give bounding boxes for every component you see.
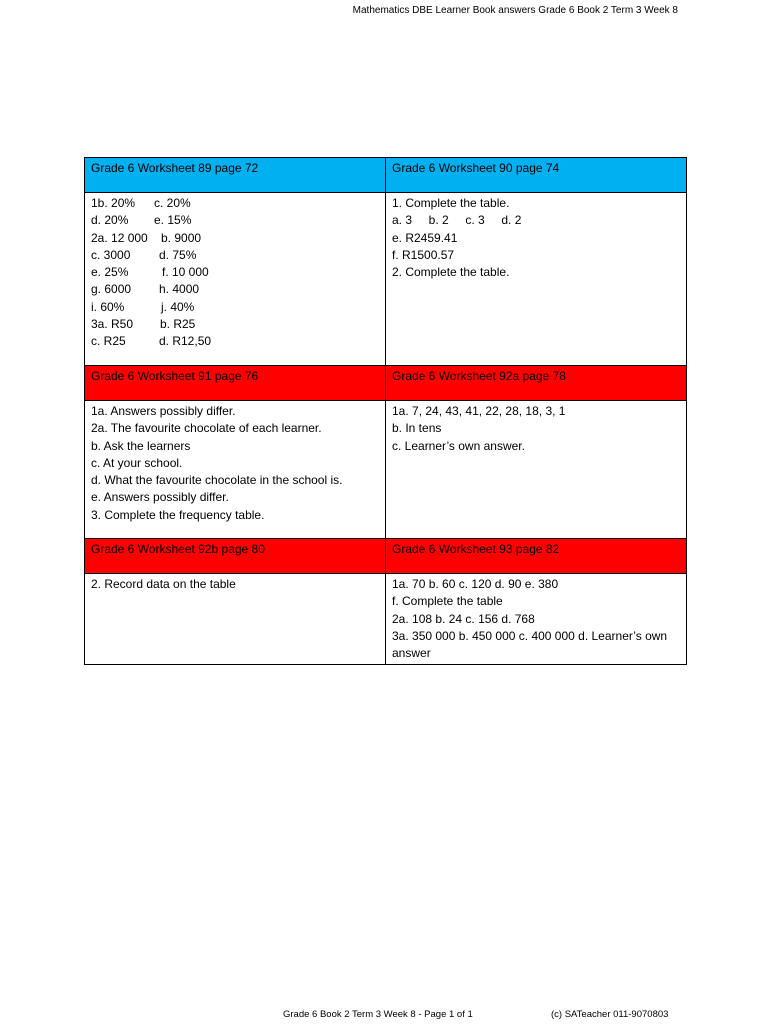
answer-item: b. 9000 bbox=[161, 230, 202, 245]
answer-item: d. 75% bbox=[159, 247, 197, 262]
answers-cell bbox=[386, 574, 687, 665]
table-header-row bbox=[85, 539, 687, 574]
answer-line: 1a. 7, 24, 43, 41, 22, 28, 18, 3, 1 bbox=[392, 404, 566, 418]
worksheet-header: Grade 6 Worksheet 91 page 76 bbox=[85, 366, 386, 401]
answer-line: 1a. 70 b. 60 c. 120 d. 90 e. 380 bbox=[392, 577, 559, 591]
worksheet-header: Grade 6 Worksheet 90 page 74 bbox=[386, 158, 687, 193]
answer-line: b. Ask the learners bbox=[91, 438, 191, 453]
answer-line: a. 3 b. 2 c. 3 d. 2 bbox=[392, 213, 522, 228]
answer-item: i. 60% bbox=[91, 299, 125, 314]
answer-line bbox=[91, 299, 379, 316]
answer-line: 2a. The favourite chocolate of each learner. bbox=[91, 421, 322, 436]
answer-line: e. Answers possibly differ. bbox=[91, 490, 229, 505]
answer-line: 2a. 108 b. 24 c. 156 d. 768 bbox=[392, 611, 535, 626]
answer-line: b. In tens bbox=[392, 421, 442, 436]
answer-line: c. At your school. bbox=[91, 455, 183, 470]
answer-line bbox=[91, 212, 379, 229]
answer-item: e. 25% bbox=[91, 265, 129, 280]
answer-line bbox=[91, 230, 379, 247]
answer-line bbox=[91, 264, 379, 281]
page-header: Mathematics DBE Learner Book answers Grade 6 Book 2 Term 3 Week 8 bbox=[352, 5, 678, 16]
answers-cell bbox=[386, 193, 687, 366]
answer-item: b. R25 bbox=[160, 317, 196, 332]
copyright-footer: (c) SATeacher 011-9070803 bbox=[551, 1009, 669, 1020]
answers-table bbox=[84, 157, 687, 665]
answer-item: h. 4000 bbox=[159, 282, 200, 297]
answers-cell bbox=[85, 574, 386, 665]
answers-cell bbox=[85, 401, 386, 539]
answer-line bbox=[91, 316, 379, 333]
table-row bbox=[85, 193, 687, 366]
answer-item: f. 10 000 bbox=[162, 265, 209, 280]
answer-line: 2. Record data on the table bbox=[91, 577, 236, 591]
answer-line: d. What the favourite chocolate in the school is. bbox=[91, 473, 343, 488]
answer-line: 3. Complete the frequency table. bbox=[91, 507, 265, 522]
table-header-row bbox=[85, 366, 687, 401]
answer-item: d. 20% bbox=[91, 213, 129, 228]
answer-line: f. R1500.57 bbox=[392, 247, 455, 262]
answer-item: d. R12,50 bbox=[159, 334, 212, 349]
answer-line bbox=[91, 281, 379, 298]
answer-item: c. 3000 bbox=[91, 247, 131, 262]
answers-cell bbox=[85, 193, 386, 366]
table-row bbox=[85, 574, 687, 665]
answer-item: c. R25 bbox=[91, 334, 126, 349]
answer-item: g. 6000 bbox=[91, 282, 132, 297]
worksheet-header: Grade 6 Worksheet 92a page 78 bbox=[386, 366, 687, 401]
page-footer: Grade 6 Book 2 Term 3 Week 8 - Page 1 of 1 bbox=[283, 1009, 473, 1020]
table-header-row bbox=[85, 158, 687, 193]
answer-line bbox=[91, 333, 379, 350]
answer-item: 1b. 20% bbox=[91, 196, 136, 210]
answer-line: 3a. 350 000 b. 450 000 c. 400 000 d. Learner’s own bbox=[392, 628, 668, 643]
answers-cell bbox=[386, 401, 687, 539]
answer-line bbox=[91, 195, 379, 212]
answer-item: 3a. R50 bbox=[91, 317, 134, 332]
table-row bbox=[85, 401, 687, 539]
worksheet-header: Grade 6 Worksheet 93 page 82 bbox=[386, 539, 687, 574]
answer-line: 1. Complete the table. bbox=[392, 196, 510, 210]
answer-item: j. 40% bbox=[161, 299, 195, 314]
answer-line: 1a. Answers possibly differ. bbox=[91, 404, 236, 418]
answer-line: answer bbox=[392, 646, 431, 661]
answer-line: e. R2459.41 bbox=[392, 230, 458, 245]
answer-line: f. Complete the table bbox=[392, 594, 503, 609]
answer-line: 2. Complete the table. bbox=[392, 265, 510, 280]
worksheet-header: Grade 6 Worksheet 92b page 80 bbox=[85, 539, 386, 574]
answer-line bbox=[91, 247, 379, 264]
worksheet-header: Grade 6 Worksheet 89 page 72 bbox=[85, 158, 386, 193]
answer-item: c. 20% bbox=[154, 196, 191, 210]
answer-item: e. 15% bbox=[154, 213, 192, 228]
answer-line: c. Learner’s own answer. bbox=[392, 438, 525, 453]
answer-item: 2a. 12 000 bbox=[91, 230, 148, 245]
